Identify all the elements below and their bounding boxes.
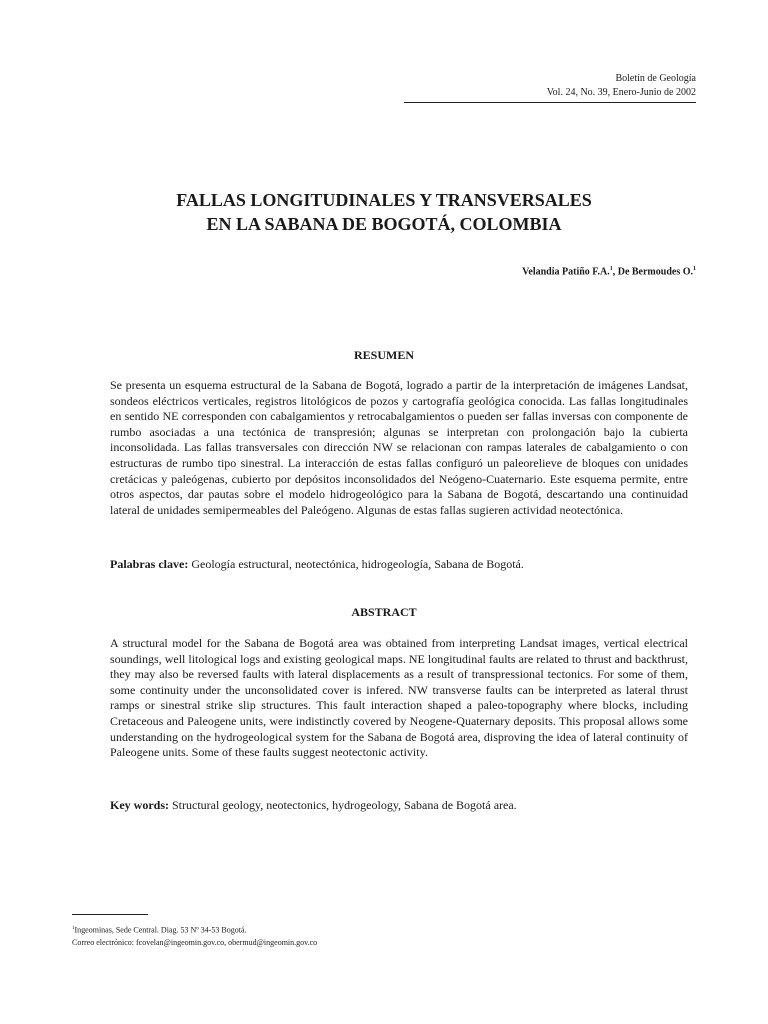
resumen-keywords [110, 557, 688, 573]
author-2: De Bermoudes O. [617, 266, 693, 278]
author-1-affiliation-mark: 1 [609, 266, 613, 272]
resumen-keywords-text: Geología estructural, neotectónica, hidrogeología, Sabana de Bogotá. [188, 557, 524, 571]
abstract-keywords-text: Structural geology, neotectonics, hydrogeology, Sabana de Bogotá area. [169, 798, 517, 812]
footnote-email: Correo electrónico: fcovelan@ingeomin.gov.co, obermud@ingeomin.gov.co [72, 937, 318, 947]
paper-title [0, 188, 768, 236]
author-2-affiliation-mark: 1 [693, 266, 696, 272]
journal-issue: Vol. 24, No. 39, Enero-Junio de 2002 [546, 87, 696, 98]
footnote-affiliation: Ingeominas, Sede Central. Diag. 53 Nº 34-53 Bogotá. [74, 925, 247, 935]
footnote-mark: 1 [72, 926, 75, 931]
author-1: Velandia Patiño F.A. [522, 266, 610, 278]
footnote [72, 923, 317, 949]
abstract-keywords [110, 798, 688, 814]
journal-name: Boletín de Geología [615, 73, 696, 84]
title-line-2: EN LA SABANA DE BOGOTÁ, COLOMBIA [206, 214, 562, 234]
footnote-affiliation-line [72, 923, 317, 937]
abstract-body: A structural model for the Sabana de Bogotá area was obtained from interpreting Landsat images, vertical electrical soundings, well litological logs and existing geological maps. NE longitudinal faults are related to thrust and backthrust, they may also be reversed faults with lateral displacements as a result of transpressional tectonics. For some of them, some continuity under the unconsolidated cover is infered. NW transverse faults can be interpreted as lateral thrust ramps or sinestral strike slip structures. This fault interaction shaped a paleo-topography where blocks, including Cretaceous and Paleogene units, were indistinctly covered by Neogene-Quaternary deposits. This proposal allows some understanding on the hydrogeological system for the Sabana de Bogotá area, disproving the idea of lateral continuity of Paleogene units. Some of these faults suggest neotectonic activity. [110, 636, 688, 760]
journal-header [547, 72, 696, 100]
author-list [522, 266, 696, 277]
resumen-keywords-label: Palabras clave: [110, 557, 189, 571]
header-rule [404, 102, 696, 103]
footnote-rule [72, 914, 148, 915]
resumen-heading: RESUMEN [353, 348, 414, 362]
abstract-keywords-label: Key words: [110, 798, 169, 812]
title-line-1: FALLAS LONGITUDINALES Y TRANSVERSALES [176, 190, 592, 210]
author-separator: , [612, 266, 618, 278]
resumen-body: Se presenta un esquema estructural de la Sabana de Bogotá, logrado a partir de la interpretación de imágenes Landsat, sondeos eléctricos verticales, registros litológicos de pozos y cartografía geológica conocida. Las fallas longitudinales en sentido NE corresponden con cabalgamientos y retrocabalgamientos o pueden ser fallas inversas con componente de rumbo asociadas a una tectónica de transpresión; algunas se interpretan con prolongación bajo la cubierta inconsolidada. Las fallas transversales con dirección NW se relacionan con rampas laterales de cabalgamiento o con estructuras de rumbo tipo sinestral. La interacción de estas fallas configuró un paleorelieve de bloques con unidades cretácicas y paleógenas, cubierto por depósitos inconsolidados del Neógeno-Cuaternario. Este esquema permite, entre otros aspectos, dar pautas sobre el modelo hidrogeológico para la Sabana de Bogotá, descartando una continuidad lateral de unidades semipermeables del Paleógeno. Algunas de estas fallas sugieren actividad neotectónica. [110, 378, 688, 517]
abstract-heading: ABSTRACT [351, 605, 417, 619]
